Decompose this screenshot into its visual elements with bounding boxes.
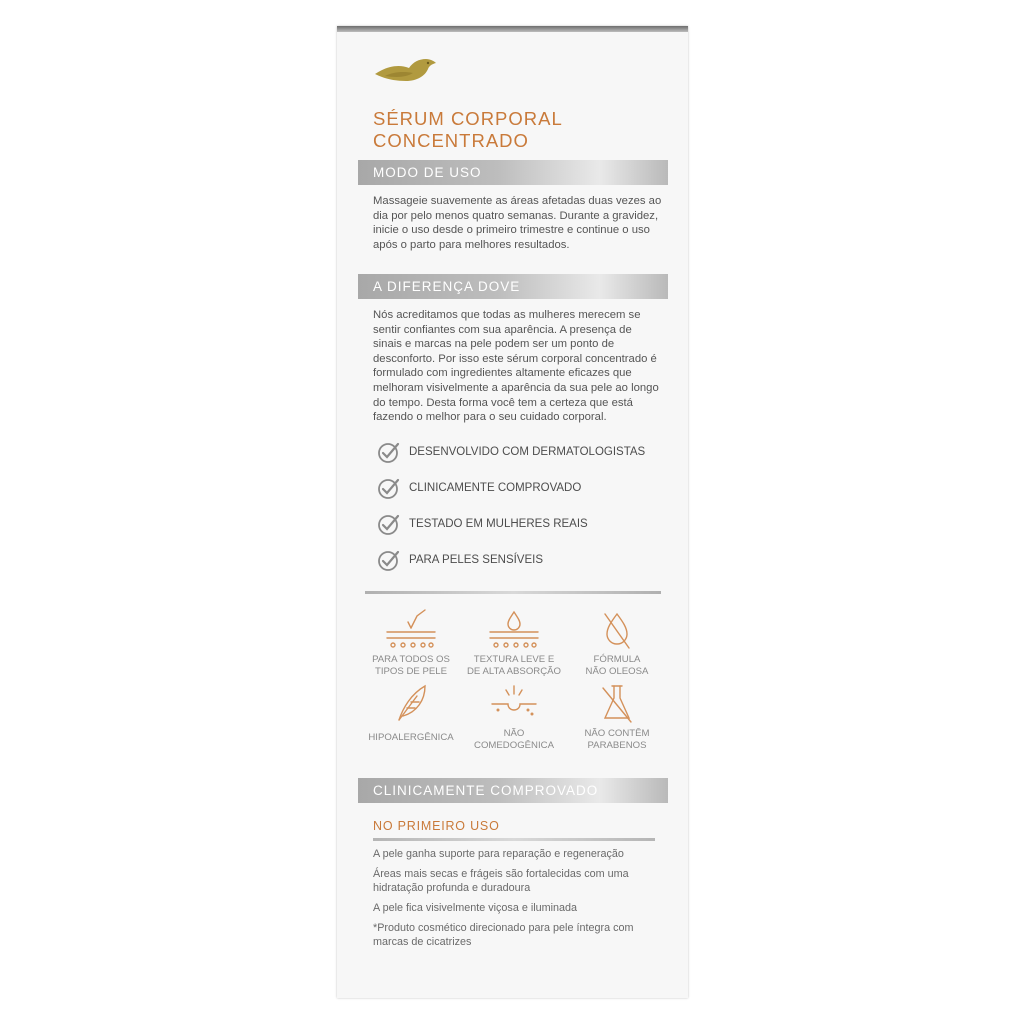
feature-line-2: DE ALTA ABSORÇÃO [466, 666, 561, 677]
check-circle-icon [377, 512, 401, 536]
feature-line-2: TIPOS DE PELE [375, 666, 447, 677]
checklist-label: TESTADO EM MULHERES REAIS [409, 518, 588, 530]
check-circle-icon [377, 440, 401, 464]
subheading-underline [373, 838, 655, 841]
feature-caption [565, 728, 669, 752]
feature-caption [359, 732, 463, 744]
feature-caption [462, 654, 566, 678]
clinical-item: Áreas mais secas e frágeis são fortalecidas com uma hidratação profunda e duradoura [373, 868, 629, 894]
feature-item [462, 682, 566, 752]
feature-item [565, 608, 669, 678]
feature-line-1: TEXTURA LEVE E [473, 654, 555, 665]
check-circle-icon [377, 476, 401, 500]
box-top-edge [337, 26, 688, 32]
feature-line-2: NÃO OLEOSA [585, 666, 649, 677]
feature-caption [462, 728, 566, 752]
title-line-1: SÉRUM CORPORAL [373, 108, 563, 129]
feature-line-1: NÃO CONTÊM [584, 728, 650, 739]
dove-bird-icon [373, 56, 437, 86]
feature-line-2: PARABENOS [587, 740, 647, 751]
modo-de-uso-heading: MODO DE USO [358, 160, 668, 185]
product-box-panel [337, 26, 688, 998]
checklist-label: DESENVOLVIDO COM DERMATOLOGISTAS [409, 446, 646, 458]
pore-icon [484, 682, 544, 726]
section-divider [365, 591, 661, 594]
checklist-item [377, 506, 645, 542]
clinical-footnote: *Produto cosmético direcionado para pele íntegra com marcas de cicatrizes [373, 922, 634, 948]
no-flask-icon [587, 682, 647, 726]
clinical-item: A pele fica visivelmente viçosa e iluminada [373, 902, 578, 914]
checklist-item [377, 470, 645, 506]
skin-drop-icon [484, 608, 544, 652]
feature-line-1: PARA TODOS OS [372, 654, 450, 665]
feature-item [359, 608, 463, 678]
checklist-label: PARA PELES SENSÍVEIS [409, 554, 544, 566]
feature-line-2: COMEDOGÊNICA [474, 740, 554, 751]
checklist [377, 434, 645, 578]
diferenca-text: Nós acreditamos que todas as mulheres merecem se sentir confiantes com sua aparência. A presença de sinais e marcas na pele podem ser um ponto de desconforto. Por isso este sérum corporal concentrado é formulado com ingredientes altamente eficazes que melhoram visivelmente a aparência da sua pele ao longo do tempo. Desta forma você tem a certeza que está fazendo o melhor para o seu cuidado corporal. [373, 309, 659, 424]
feature-line-1: HIPOALERGÊNICA [368, 732, 454, 743]
feature-item [462, 608, 566, 678]
product-title [373, 108, 663, 152]
title-line-2: CONCENTRADO [373, 130, 529, 151]
clinical-item: A pele ganha suporte para reparação e regeneração [373, 848, 624, 860]
no-oil-drop-icon [587, 608, 647, 652]
feature-caption [359, 654, 463, 678]
feature-item [359, 682, 463, 744]
clinicamente-heading: CLINICAMENTE COMPROVADO [358, 778, 668, 803]
checklist-item [377, 434, 645, 470]
feature-line-1: FÓRMULA [593, 654, 641, 665]
checklist-label: CLINICAMENTE COMPROVADO [409, 482, 582, 494]
checklist-item [377, 542, 645, 578]
check-circle-icon [377, 548, 401, 572]
diferenca-heading: A DIFERENÇA DOVE [358, 274, 668, 299]
feather-icon [381, 682, 441, 726]
skin-check-icon [381, 608, 441, 652]
feature-caption [565, 654, 669, 678]
feature-item [565, 682, 669, 752]
modo-de-uso-text: Massageie suavemente as áreas afetadas duas vezes ao dia por pelo menos quatro semanas. Durante a gravidez, inicie o uso desde o primeiro trimestre e continue o uso após o parto para melhores resultados. [373, 195, 662, 251]
feature-line-1: NÃO [503, 728, 525, 739]
primeiro-uso-subheading: NO PRIMEIRO USO [373, 819, 500, 833]
